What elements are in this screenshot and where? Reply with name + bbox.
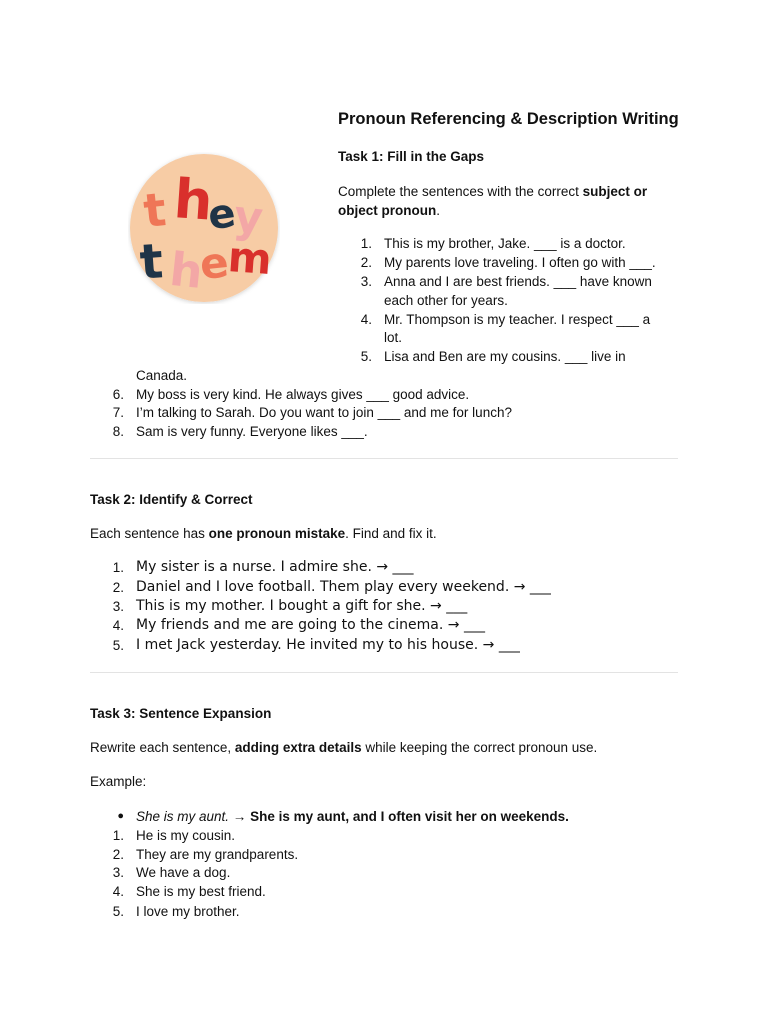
task2-instruction: Each sentence has one pronoun mistake. Find and fix it. bbox=[90, 526, 437, 541]
item-text: Daniel and I love football. Them play every weekend. → ___ bbox=[136, 579, 551, 595]
item-number: 2. bbox=[112, 580, 124, 595]
they-them-logo bbox=[128, 152, 280, 304]
item-number: 1. bbox=[112, 560, 124, 575]
item-text: I met Jack yesterday. He invited my to his house. → ___ bbox=[136, 637, 520, 653]
item-number: 5. bbox=[112, 638, 124, 653]
task1-instruction: Complete the sentences with the correct subject or object pronoun. bbox=[338, 184, 648, 218]
item-text: Mr. Thompson is my teacher. I respect ___ a bbox=[384, 312, 651, 327]
item-number: 5. bbox=[360, 349, 372, 364]
logo-letter: h bbox=[172, 167, 215, 233]
item-text: He is my cousin. bbox=[136, 828, 236, 843]
item-text: Canada. bbox=[136, 368, 188, 383]
section-divider bbox=[90, 672, 678, 673]
logo-letter: e bbox=[205, 190, 239, 240]
item-text: This is my brother, Jake. ___ is a doctor. bbox=[384, 236, 626, 251]
page-title: Pronoun Referencing & Description Writing bbox=[338, 110, 679, 128]
item-number: 5. bbox=[112, 904, 124, 919]
item-text: Lisa and Ben are my cousins. ___ live in bbox=[384, 349, 626, 364]
task3-instruction: Rewrite each sentence, adding extra details while keeping the correct pronoun use. bbox=[90, 740, 598, 755]
example-text: She is my aunt. → She is my aunt, and I often visit her on weekends. bbox=[136, 809, 569, 824]
item-number: 8. bbox=[112, 424, 124, 439]
item-text: This is my mother. I bought a gift for she. → ___ bbox=[136, 598, 468, 614]
task3-instruction-bold: adding extra details bbox=[234, 740, 362, 755]
item-number: 7. bbox=[112, 405, 124, 420]
item-number: 1. bbox=[360, 236, 372, 251]
logo-letter: t bbox=[141, 182, 169, 239]
task2-heading: Task 2: Identify & Correct bbox=[90, 492, 253, 507]
task3-heading: Task 3: Sentence Expansion bbox=[90, 706, 272, 721]
task1-instruction-bold: subject or object pronoun bbox=[338, 184, 648, 218]
item-number: 3. bbox=[112, 865, 124, 880]
item-text: Anna and I are best friends. ___ have known bbox=[384, 274, 652, 289]
logo-letter: y bbox=[231, 190, 266, 245]
item-text: My friends and me are going to the cinema. → ___ bbox=[136, 617, 485, 633]
item-number: 2. bbox=[112, 847, 124, 862]
logo-letter: m bbox=[226, 232, 274, 285]
item-text: Sam is very funny. Everyone likes ___. bbox=[136, 424, 368, 439]
item-number: 3. bbox=[360, 274, 372, 289]
item-text: I’m talking to Sarah. Do you want to join ___ and me for lunch? bbox=[136, 405, 512, 420]
example-expanded: She is my aunt, and I often visit her on weekends. bbox=[250, 809, 569, 824]
item-text: My sister is a nurse. I admire she. → ___ bbox=[136, 559, 414, 575]
item-number: 4. bbox=[360, 312, 372, 327]
task1-heading: Task 1: Fill in the Gaps bbox=[338, 149, 485, 164]
section-divider bbox=[90, 458, 678, 459]
item-text: We have a dog. bbox=[136, 865, 231, 880]
bullet-icon: ● bbox=[117, 810, 124, 822]
item-number: 6. bbox=[112, 387, 124, 402]
item-number: 4. bbox=[112, 884, 124, 899]
item-text: She is my best friend. bbox=[136, 884, 266, 899]
item-number: 4. bbox=[112, 618, 124, 633]
item-number: 3. bbox=[112, 599, 124, 614]
item-text: My boss is very kind. He always gives ___ good advice. bbox=[136, 387, 470, 402]
item-number: 1. bbox=[112, 828, 124, 843]
logo-letter: e bbox=[197, 237, 231, 290]
logo-letter: t bbox=[138, 233, 165, 291]
example-original: She is my aunt. bbox=[136, 809, 230, 824]
item-text: I love my brother. bbox=[136, 904, 240, 919]
item-text: lot. bbox=[384, 330, 403, 345]
item-text: They are my grandparents. bbox=[136, 847, 299, 862]
item-text: each other for years. bbox=[384, 293, 508, 308]
task2-instruction-bold: one pronoun mistake bbox=[208, 526, 346, 541]
item-text: My parents love traveling. I often go with ___. bbox=[384, 255, 656, 270]
example-label: Example: bbox=[90, 774, 147, 789]
item-number: 2. bbox=[360, 255, 372, 270]
logo-letter: h bbox=[167, 241, 206, 300]
